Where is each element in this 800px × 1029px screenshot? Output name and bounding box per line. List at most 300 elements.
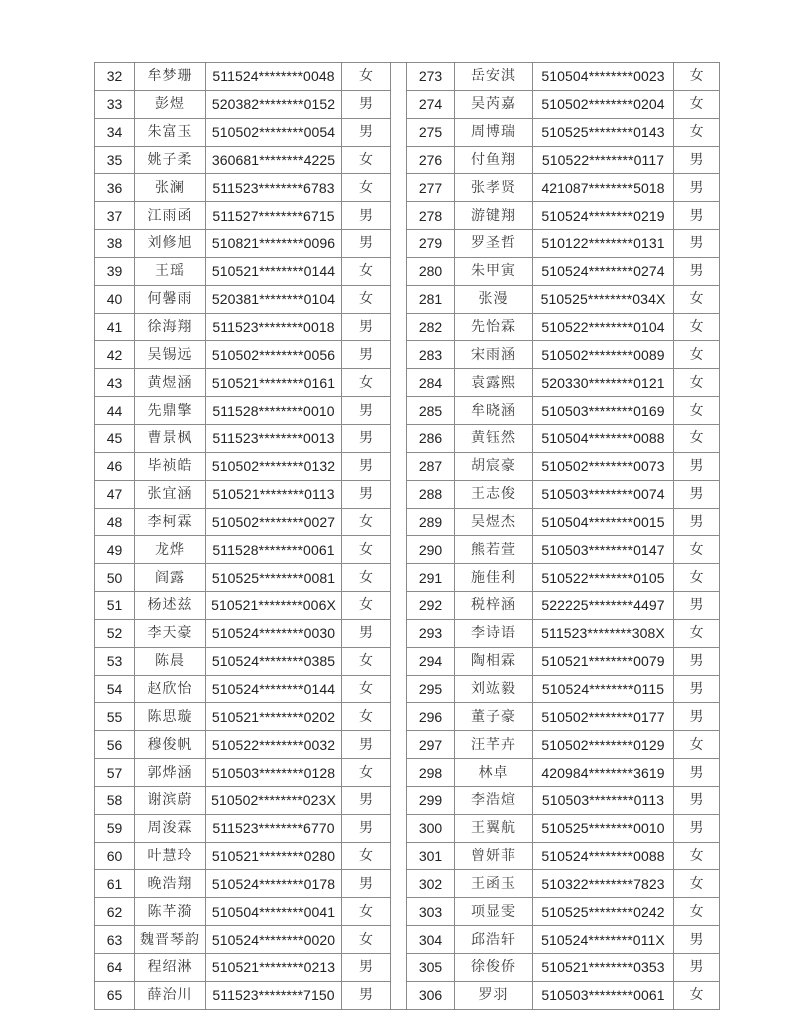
id-number: 510821********0096 <box>206 230 342 258</box>
table-row <box>95 341 720 369</box>
student-name: 刘竑毅 <box>455 675 533 703</box>
student-name: 袁露熙 <box>455 369 533 397</box>
id-number: 510502********0132 <box>206 452 342 480</box>
row-number: 35 <box>95 146 135 174</box>
gender: 男 <box>674 508 720 536</box>
id-number: 510521********0113 <box>206 480 342 508</box>
table-row <box>95 174 720 202</box>
id-number: 522225********4497 <box>533 592 674 620</box>
gender: 女 <box>342 675 391 703</box>
gender: 女 <box>674 842 720 870</box>
id-number: 510502********0177 <box>533 703 674 731</box>
gender: 女 <box>342 508 391 536</box>
gender: 男 <box>674 257 720 285</box>
gender: 女 <box>674 118 720 146</box>
id-number: 510524********0274 <box>533 257 674 285</box>
row-number: 288 <box>407 480 455 508</box>
student-name: 薛治川 <box>135 981 206 1009</box>
id-number: 510521********0280 <box>206 842 342 870</box>
id-number: 510524********011X <box>533 926 674 954</box>
row-number: 306 <box>407 981 455 1009</box>
row-number: 284 <box>407 369 455 397</box>
gender: 女 <box>674 424 720 452</box>
student-name: 先怡霖 <box>455 313 533 341</box>
gender: 女 <box>674 90 720 118</box>
row-number: 279 <box>407 230 455 258</box>
row-number: 38 <box>95 230 135 258</box>
student-name: 吴煜杰 <box>455 508 533 536</box>
table-row <box>95 926 720 954</box>
gender: 男 <box>342 397 391 425</box>
gender: 男 <box>674 759 720 787</box>
student-name: 江雨函 <box>135 202 206 230</box>
id-number: 510521********0161 <box>206 369 342 397</box>
id-number: 511523********0018 <box>206 313 342 341</box>
row-number: 43 <box>95 369 135 397</box>
gender: 男 <box>342 118 391 146</box>
column-separator <box>391 63 407 1010</box>
id-number: 510522********0104 <box>533 313 674 341</box>
row-number: 52 <box>95 619 135 647</box>
row-number: 57 <box>95 759 135 787</box>
gender: 女 <box>342 146 391 174</box>
row-number: 276 <box>407 146 455 174</box>
gender: 男 <box>342 313 391 341</box>
student-name: 晚浩翔 <box>135 870 206 898</box>
row-number: 305 <box>407 954 455 982</box>
student-name: 罗羽 <box>455 981 533 1009</box>
table-row <box>95 981 720 1009</box>
student-name: 何馨雨 <box>135 285 206 313</box>
row-number: 50 <box>95 564 135 592</box>
gender: 男 <box>674 926 720 954</box>
student-name: 岳安淇 <box>455 63 533 91</box>
student-name: 毕祯皓 <box>135 452 206 480</box>
row-number: 36 <box>95 174 135 202</box>
gender: 男 <box>674 146 720 174</box>
row-number: 291 <box>407 564 455 592</box>
row-number: 295 <box>407 675 455 703</box>
row-number: 42 <box>95 341 135 369</box>
gender: 女 <box>674 536 720 564</box>
row-number: 55 <box>95 703 135 731</box>
gender: 女 <box>342 592 391 620</box>
id-number: 520330********0121 <box>533 369 674 397</box>
row-number: 46 <box>95 452 135 480</box>
table-row <box>95 870 720 898</box>
student-name: 阎露 <box>135 564 206 592</box>
gender: 女 <box>342 703 391 731</box>
gender: 女 <box>674 369 720 397</box>
gender: 男 <box>342 424 391 452</box>
gender: 男 <box>674 675 720 703</box>
id-number: 510503********0113 <box>533 786 674 814</box>
student-name: 林卓 <box>455 759 533 787</box>
row-number: 296 <box>407 703 455 731</box>
gender: 男 <box>674 647 720 675</box>
row-number: 47 <box>95 480 135 508</box>
student-name: 牟梦珊 <box>135 63 206 91</box>
table-row <box>95 564 720 592</box>
gender: 女 <box>674 898 720 926</box>
student-name: 吴芮嘉 <box>455 90 533 118</box>
student-name: 张漫 <box>455 285 533 313</box>
id-number: 511523********308X <box>533 619 674 647</box>
gender: 男 <box>342 90 391 118</box>
id-number: 510524********0385 <box>206 647 342 675</box>
student-name: 谢滨蔚 <box>135 786 206 814</box>
gender: 男 <box>674 954 720 982</box>
table-row <box>95 63 720 91</box>
row-number: 64 <box>95 954 135 982</box>
id-number: 511523********6770 <box>206 814 342 842</box>
id-number: 511523********7150 <box>206 981 342 1009</box>
id-number: 510524********0115 <box>533 675 674 703</box>
row-number: 41 <box>95 313 135 341</box>
row-number: 37 <box>95 202 135 230</box>
gender: 男 <box>342 954 391 982</box>
id-number: 360681********4225 <box>206 146 342 174</box>
gender: 男 <box>342 452 391 480</box>
row-number: 40 <box>95 285 135 313</box>
gender: 女 <box>342 842 391 870</box>
id-number: 510122********0131 <box>533 230 674 258</box>
gender: 女 <box>342 257 391 285</box>
table-row <box>95 90 720 118</box>
id-number: 511528********0061 <box>206 536 342 564</box>
row-number: 33 <box>95 90 135 118</box>
gender: 男 <box>674 174 720 202</box>
gender: 男 <box>342 202 391 230</box>
id-number: 510503********0061 <box>533 981 674 1009</box>
id-number: 511523********0013 <box>206 424 342 452</box>
id-number: 510524********0219 <box>533 202 674 230</box>
id-number: 510322********7823 <box>533 870 674 898</box>
row-number: 34 <box>95 118 135 146</box>
table-row <box>95 118 720 146</box>
row-number: 54 <box>95 675 135 703</box>
id-number: 510521********0213 <box>206 954 342 982</box>
roster-body <box>95 63 720 1010</box>
id-number: 510521********0079 <box>533 647 674 675</box>
table-row <box>95 230 720 258</box>
table-row <box>95 452 720 480</box>
id-number: 510502********0027 <box>206 508 342 536</box>
row-number: 273 <box>407 63 455 91</box>
table-row <box>95 480 720 508</box>
table-row <box>95 814 720 842</box>
student-roster-table <box>94 62 720 1010</box>
gender: 女 <box>342 926 391 954</box>
table-row <box>95 257 720 285</box>
student-name: 曹景枫 <box>135 424 206 452</box>
student-name: 陈芊漪 <box>135 898 206 926</box>
id-number: 510502********0204 <box>533 90 674 118</box>
row-number: 302 <box>407 870 455 898</box>
row-number: 286 <box>407 424 455 452</box>
student-name: 杨述兹 <box>135 592 206 620</box>
student-name: 黄煜涵 <box>135 369 206 397</box>
student-name: 付鱼翔 <box>455 146 533 174</box>
student-name: 程绍淋 <box>135 954 206 982</box>
id-number: 510525********0010 <box>533 814 674 842</box>
id-number: 510522********0105 <box>533 564 674 592</box>
gender: 男 <box>674 202 720 230</box>
student-name: 李浩煊 <box>455 786 533 814</box>
row-number: 275 <box>407 118 455 146</box>
row-number: 58 <box>95 786 135 814</box>
table-row <box>95 898 720 926</box>
student-name: 龙烨 <box>135 536 206 564</box>
student-name: 叶慧玲 <box>135 842 206 870</box>
student-name: 项显雯 <box>455 898 533 926</box>
table-row <box>95 786 720 814</box>
gender: 男 <box>674 814 720 842</box>
student-name: 税梓涵 <box>455 592 533 620</box>
id-number: 510503********0169 <box>533 397 674 425</box>
row-number: 290 <box>407 536 455 564</box>
gender: 男 <box>674 480 720 508</box>
gender: 女 <box>342 63 391 91</box>
table-row <box>95 202 720 230</box>
row-number: 53 <box>95 647 135 675</box>
gender: 女 <box>342 898 391 926</box>
table-row <box>95 759 720 787</box>
id-number: 510502********0129 <box>533 731 674 759</box>
id-number: 510504********0088 <box>533 424 674 452</box>
student-name: 周浚霖 <box>135 814 206 842</box>
row-number: 65 <box>95 981 135 1009</box>
gender: 女 <box>674 397 720 425</box>
gender: 男 <box>342 619 391 647</box>
gender: 女 <box>342 759 391 787</box>
gender: 女 <box>342 564 391 592</box>
row-number: 285 <box>407 397 455 425</box>
student-name: 王瑶 <box>135 257 206 285</box>
id-number: 520382********0152 <box>206 90 342 118</box>
gender: 女 <box>674 981 720 1009</box>
row-number: 48 <box>95 508 135 536</box>
id-number: 510522********0117 <box>533 146 674 174</box>
student-name: 彭煜 <box>135 90 206 118</box>
row-number: 301 <box>407 842 455 870</box>
id-number: 510521********0202 <box>206 703 342 731</box>
table-row <box>95 508 720 536</box>
table-row <box>95 424 720 452</box>
student-name: 邱浩轩 <box>455 926 533 954</box>
student-name: 姚子柔 <box>135 146 206 174</box>
id-number: 510502********0073 <box>533 452 674 480</box>
student-name: 周博瑞 <box>455 118 533 146</box>
row-number: 274 <box>407 90 455 118</box>
student-name: 穆俊帆 <box>135 731 206 759</box>
student-name: 董子豪 <box>455 703 533 731</box>
id-number: 510524********0088 <box>533 842 674 870</box>
row-number: 45 <box>95 424 135 452</box>
student-name: 李柯霖 <box>135 508 206 536</box>
student-name: 张宜涵 <box>135 480 206 508</box>
gender: 男 <box>674 452 720 480</box>
id-number: 511528********0010 <box>206 397 342 425</box>
student-name: 胡宸豪 <box>455 452 533 480</box>
gender: 女 <box>674 341 720 369</box>
row-number: 293 <box>407 619 455 647</box>
student-name: 汪芊卉 <box>455 731 533 759</box>
gender: 女 <box>342 174 391 202</box>
student-name: 施佳利 <box>455 564 533 592</box>
id-number: 420984********3619 <box>533 759 674 787</box>
student-name: 张孝贤 <box>455 174 533 202</box>
gender: 女 <box>342 536 391 564</box>
row-number: 304 <box>407 926 455 954</box>
student-name: 徐俊侨 <box>455 954 533 982</box>
gender: 女 <box>674 731 720 759</box>
student-name: 罗圣哲 <box>455 230 533 258</box>
id-number: 510525********0081 <box>206 564 342 592</box>
id-number: 511523********6783 <box>206 174 342 202</box>
row-number: 59 <box>95 814 135 842</box>
student-name: 先鼎擎 <box>135 397 206 425</box>
id-number: 510525********0143 <box>533 118 674 146</box>
student-name: 魏晋琴韵 <box>135 926 206 954</box>
student-name: 王志俊 <box>455 480 533 508</box>
id-number: 510524********0020 <box>206 926 342 954</box>
student-name: 李诗语 <box>455 619 533 647</box>
row-number: 292 <box>407 592 455 620</box>
row-number: 281 <box>407 285 455 313</box>
id-number: 510503********0147 <box>533 536 674 564</box>
id-number: 510502********023X <box>206 786 342 814</box>
student-name: 郭烨涵 <box>135 759 206 787</box>
gender: 男 <box>342 786 391 814</box>
table-row <box>95 647 720 675</box>
id-number: 421087********5018 <box>533 174 674 202</box>
row-number: 297 <box>407 731 455 759</box>
student-name: 刘修旭 <box>135 230 206 258</box>
row-number: 283 <box>407 341 455 369</box>
table-row <box>95 842 720 870</box>
gender: 女 <box>674 313 720 341</box>
gender: 男 <box>674 592 720 620</box>
table-row <box>95 703 720 731</box>
row-number: 282 <box>407 313 455 341</box>
table-row <box>95 146 720 174</box>
gender: 女 <box>674 63 720 91</box>
row-number: 294 <box>407 647 455 675</box>
student-name: 王翼航 <box>455 814 533 842</box>
gender: 女 <box>674 285 720 313</box>
id-number: 510521********006X <box>206 592 342 620</box>
gender: 男 <box>342 870 391 898</box>
id-number: 510504********0023 <box>533 63 674 91</box>
table-row <box>95 369 720 397</box>
id-number: 510525********034X <box>533 285 674 313</box>
student-name: 赵欣怡 <box>135 675 206 703</box>
gender: 女 <box>342 647 391 675</box>
row-number: 62 <box>95 898 135 926</box>
row-number: 39 <box>95 257 135 285</box>
row-number: 280 <box>407 257 455 285</box>
gender: 男 <box>674 786 720 814</box>
row-number: 300 <box>407 814 455 842</box>
gender: 男 <box>342 981 391 1009</box>
row-number: 289 <box>407 508 455 536</box>
id-number: 510504********0015 <box>533 508 674 536</box>
table-row <box>95 954 720 982</box>
row-number: 287 <box>407 452 455 480</box>
id-number: 511524********0048 <box>206 63 342 91</box>
gender: 男 <box>342 480 391 508</box>
student-name: 曾妍菲 <box>455 842 533 870</box>
row-number: 51 <box>95 592 135 620</box>
table-row <box>95 397 720 425</box>
row-number: 298 <box>407 759 455 787</box>
table-row <box>95 619 720 647</box>
student-name: 吴锡远 <box>135 341 206 369</box>
gender: 女 <box>342 285 391 313</box>
gender: 男 <box>342 230 391 258</box>
row-number: 61 <box>95 870 135 898</box>
student-name: 李天豪 <box>135 619 206 647</box>
row-number: 49 <box>95 536 135 564</box>
id-number: 510503********0074 <box>533 480 674 508</box>
student-name: 牟晓涵 <box>455 397 533 425</box>
gender: 男 <box>342 814 391 842</box>
student-name: 王函玉 <box>455 870 533 898</box>
student-name: 陈晨 <box>135 647 206 675</box>
gender: 女 <box>674 564 720 592</box>
table-row <box>95 313 720 341</box>
id-number: 510524********0030 <box>206 619 342 647</box>
table-row <box>95 536 720 564</box>
id-number: 510521********0144 <box>206 257 342 285</box>
id-number: 510521********0353 <box>533 954 674 982</box>
id-number: 510504********0041 <box>206 898 342 926</box>
gender: 男 <box>674 703 720 731</box>
id-number: 510522********0032 <box>206 731 342 759</box>
row-number: 278 <box>407 202 455 230</box>
row-number: 303 <box>407 898 455 926</box>
row-number: 60 <box>95 842 135 870</box>
row-number: 44 <box>95 397 135 425</box>
id-number: 510524********0144 <box>206 675 342 703</box>
student-name: 徐海翔 <box>135 313 206 341</box>
student-name: 黄钰然 <box>455 424 533 452</box>
row-number: 56 <box>95 731 135 759</box>
table-row <box>95 731 720 759</box>
id-number: 510502********0054 <box>206 118 342 146</box>
student-name: 游键翔 <box>455 202 533 230</box>
id-number: 510502********0056 <box>206 341 342 369</box>
id-number: 510524********0178 <box>206 870 342 898</box>
gender: 男 <box>342 731 391 759</box>
student-name: 熊若萱 <box>455 536 533 564</box>
student-name: 朱富玉 <box>135 118 206 146</box>
gender: 女 <box>674 870 720 898</box>
student-name: 宋雨涵 <box>455 341 533 369</box>
student-name: 张澜 <box>135 174 206 202</box>
id-number: 511527********6715 <box>206 202 342 230</box>
table-row <box>95 285 720 313</box>
id-number: 510525********0242 <box>533 898 674 926</box>
table-row <box>95 675 720 703</box>
student-name: 陈思璇 <box>135 703 206 731</box>
row-number: 63 <box>95 926 135 954</box>
row-number: 32 <box>95 63 135 91</box>
student-name: 陶相霖 <box>455 647 533 675</box>
gender: 男 <box>674 230 720 258</box>
row-number: 299 <box>407 786 455 814</box>
